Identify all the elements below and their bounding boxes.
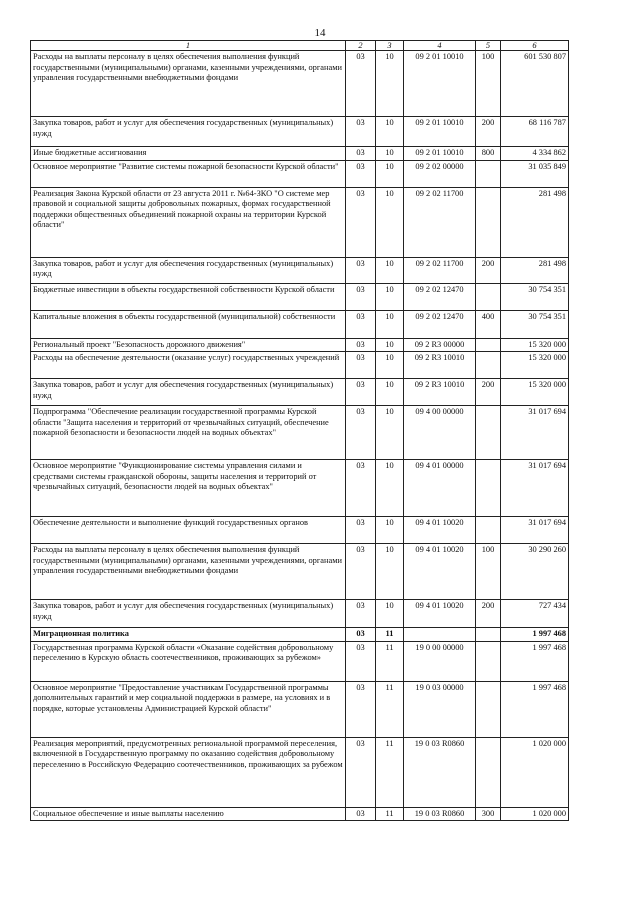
row-subsection: 11 — [376, 628, 404, 642]
table-row — [31, 147, 569, 161]
row-target-article: 09 4 01 10020 — [404, 544, 476, 600]
table-row — [31, 517, 569, 544]
row-target-article: 19 0 00 00000 — [404, 641, 476, 681]
row-name: Иные бюджетные ассигнования — [31, 147, 346, 161]
table-row — [31, 406, 569, 460]
table-row — [31, 544, 569, 600]
table-row — [31, 187, 569, 257]
table-row — [31, 737, 569, 807]
table-row — [31, 807, 569, 821]
row-section: 03 — [346, 807, 376, 821]
header-row — [31, 41, 569, 51]
row-name: Расходы на выплаты персоналу в целях обеспечения выполнения функций государственными (муниципальными) органами, казенными учреждениями, органами управления государственными внебюджетными фондами — [31, 544, 346, 600]
row-expense-type: 200 — [476, 257, 501, 283]
row-subsection: 10 — [376, 51, 404, 117]
row-amount: 1 997 468 — [501, 641, 569, 681]
header-col-6: 6 — [501, 41, 569, 51]
row-name: Основное мероприятие "Развитие системы пожарной безопасности Курской области" — [31, 160, 346, 187]
row-name: Расходы на выплаты персоналу в целях обеспечения выполнения функций государственными (муниципальными) органами, казенными учреждениями, органами управления государственными внебюджетными фондами — [31, 51, 346, 117]
row-subsection: 10 — [376, 517, 404, 544]
row-section: 03 — [346, 517, 376, 544]
row-name: Подпрограмма "Обеспечение реализации государственной программы Курской области "Защита населения и территорий от чрезвычайных ситуаций, обеспечение пожарной безопасности и безопасности людей на водных объектах" — [31, 406, 346, 460]
row-subsection: 11 — [376, 641, 404, 681]
table-row — [31, 641, 569, 681]
table-row — [31, 379, 569, 406]
row-target-article: 09 4 01 10020 — [404, 600, 476, 628]
table-row — [31, 628, 569, 642]
row-name: Реализация Закона Курской области от 23 августа 2011 г. №64-ЗКО "О системе мер правовой и социальной защиты добровольных пожарных, формах государственной поддержки общественных объединений пожарной охраны на территории Курской области" — [31, 187, 346, 257]
row-subsection: 10 — [376, 187, 404, 257]
row-amount: 15 320 000 — [501, 352, 569, 379]
row-target-article: 09 2 02 12470 — [404, 283, 476, 310]
row-target-article: 09 4 00 00000 — [404, 406, 476, 460]
row-target-article: 09 2 01 10010 — [404, 147, 476, 161]
table-row — [31, 681, 569, 737]
table-row — [31, 600, 569, 628]
row-name: Основное мероприятие "Предоставление участникам Государственной программы дополнительных гарантий и мер социальной поддержки в размере, на условиях и в порядке, которые установлены Администрацией Курской области" — [31, 681, 346, 737]
row-name: Закупка товаров, работ и услуг для обеспечения государственных (муниципальных) нужд — [31, 600, 346, 628]
table-row — [31, 460, 569, 517]
row-subsection: 10 — [376, 117, 404, 147]
row-name: Региональный проект "Безопасность дорожного движения" — [31, 338, 346, 352]
row-expense-type: 200 — [476, 117, 501, 147]
row-amount: 1 020 000 — [501, 737, 569, 807]
row-target-article: 09 2 R3 10010 — [404, 352, 476, 379]
header-col-3: 3 — [376, 41, 404, 51]
row-name: Бюджетные инвестиции в объекты государственной собственности Курской области — [31, 283, 346, 310]
row-section: 03 — [346, 681, 376, 737]
row-expense-type — [476, 737, 501, 807]
row-subsection: 10 — [376, 283, 404, 310]
row-section: 03 — [346, 737, 376, 807]
row-subsection: 10 — [376, 406, 404, 460]
row-amount: 31 035 849 — [501, 160, 569, 187]
header-col-2: 2 — [346, 41, 376, 51]
row-section: 03 — [346, 544, 376, 600]
row-target-article: 09 2 02 11700 — [404, 187, 476, 257]
row-amount: 15 320 000 — [501, 338, 569, 352]
row-expense-type — [476, 160, 501, 187]
row-section: 03 — [346, 406, 376, 460]
row-subsection: 10 — [376, 310, 404, 338]
row-expense-type — [476, 283, 501, 310]
row-amount: 31 017 694 — [501, 406, 569, 460]
row-amount: 1 997 468 — [501, 628, 569, 642]
row-section: 03 — [346, 628, 376, 642]
row-expense-type — [476, 641, 501, 681]
row-subsection: 10 — [376, 600, 404, 628]
row-amount: 31 017 694 — [501, 517, 569, 544]
row-name: Закупка товаров, работ и услуг для обеспечения государственных (муниципальных) нужд — [31, 257, 346, 283]
row-section: 03 — [346, 352, 376, 379]
row-target-article: 09 2 R3 00000 — [404, 338, 476, 352]
row-subsection: 10 — [376, 460, 404, 517]
table-row — [31, 257, 569, 283]
row-expense-type: 800 — [476, 147, 501, 161]
row-section: 03 — [346, 187, 376, 257]
row-amount: 727 434 — [501, 600, 569, 628]
row-target-article: 09 2 01 10010 — [404, 51, 476, 117]
table-row — [31, 160, 569, 187]
row-section: 03 — [346, 147, 376, 161]
row-subsection: 10 — [376, 147, 404, 161]
row-target-article — [404, 628, 476, 642]
row-section: 03 — [346, 641, 376, 681]
row-subsection: 10 — [376, 379, 404, 406]
header-col-5: 5 — [476, 41, 501, 51]
row-amount: 281 498 — [501, 187, 569, 257]
table-row — [31, 117, 569, 147]
header-col-4: 4 — [404, 41, 476, 51]
row-amount: 15 320 000 — [501, 379, 569, 406]
row-amount: 30 754 351 — [501, 283, 569, 310]
row-expense-type: 100 — [476, 51, 501, 117]
row-name: Реализация мероприятий, предусмотренных региональной программой переселения, включенной в Государственную программу по оказанию содействия добровольному переселению в Российскую Федерацию соотечественников, проживающих за рубежом — [31, 737, 346, 807]
row-target-article: 09 4 01 00000 — [404, 460, 476, 517]
row-amount: 281 498 — [501, 257, 569, 283]
row-amount: 601 530 807 — [501, 51, 569, 117]
row-subsection: 11 — [376, 807, 404, 821]
row-expense-type: 100 — [476, 544, 501, 600]
row-expense-type: 300 — [476, 807, 501, 821]
row-name: Расходы на обеспечение деятельности (оказание услуг) государственных учреждений — [31, 352, 346, 379]
row-expense-type — [476, 187, 501, 257]
row-expense-type — [476, 406, 501, 460]
row-amount: 30 754 351 — [501, 310, 569, 338]
row-name: Капитальные вложения в объекты государственной (муниципальной) собственности — [31, 310, 346, 338]
row-amount: 4 334 862 — [501, 147, 569, 161]
row-section: 03 — [346, 338, 376, 352]
row-target-article: 09 2 02 12470 — [404, 310, 476, 338]
row-subsection: 10 — [376, 352, 404, 379]
table-row — [31, 338, 569, 352]
row-target-article: 19 0 03 R0860 — [404, 807, 476, 821]
row-section: 03 — [346, 379, 376, 406]
row-name: Закупка товаров, работ и услуг для обеспечения государственных (муниципальных) нужд — [31, 117, 346, 147]
row-expense-type — [476, 517, 501, 544]
row-name: Миграционная политика — [31, 628, 346, 642]
row-amount: 68 116 787 — [501, 117, 569, 147]
row-subsection: 10 — [376, 160, 404, 187]
row-name: Социальное обеспечение и иные выплаты населению — [31, 807, 346, 821]
row-subsection: 10 — [376, 257, 404, 283]
row-section: 03 — [346, 283, 376, 310]
row-expense-type — [476, 681, 501, 737]
row-amount: 31 017 694 — [501, 460, 569, 517]
table-row — [31, 51, 569, 117]
row-section: 03 — [346, 600, 376, 628]
row-amount: 1 997 468 — [501, 681, 569, 737]
row-expense-type: 200 — [476, 600, 501, 628]
row-section: 03 — [346, 51, 376, 117]
row-section: 03 — [346, 160, 376, 187]
row-name: Основное мероприятие "Функционирование системы управления силами и средствами системы гражданской обороны, защиты населения и территорий от чрезвычайных ситуаций, безопасности людей на водных объектах" — [31, 460, 346, 517]
row-subsection: 10 — [376, 544, 404, 600]
row-expense-type — [476, 352, 501, 379]
row-target-article: 09 2 02 11700 — [404, 257, 476, 283]
row-section: 03 — [346, 460, 376, 517]
row-target-article: 09 2 01 10010 — [404, 117, 476, 147]
table-row — [31, 283, 569, 310]
row-target-article: 09 2 02 00000 — [404, 160, 476, 187]
row-amount: 30 290 260 — [501, 544, 569, 600]
row-expense-type — [476, 628, 501, 642]
table-row — [31, 352, 569, 379]
table-row — [31, 310, 569, 338]
row-target-article: 19 0 03 R0860 — [404, 737, 476, 807]
row-name: Государственная программа Курской области «Оказание содействия добровольному переселению в Курскую область соотечественников, проживающих за рубежом» — [31, 641, 346, 681]
row-subsection: 10 — [376, 338, 404, 352]
page-number: 14 — [314, 27, 326, 39]
row-target-article: 09 2 R3 10010 — [404, 379, 476, 406]
row-amount: 1 020 000 — [501, 807, 569, 821]
row-expense-type — [476, 338, 501, 352]
row-expense-type — [476, 460, 501, 517]
row-subsection: 11 — [376, 737, 404, 807]
row-target-article: 19 0 03 00000 — [404, 681, 476, 737]
row-section: 03 — [346, 257, 376, 283]
row-section: 03 — [346, 310, 376, 338]
budget-table — [30, 40, 569, 821]
row-section: 03 — [346, 117, 376, 147]
row-expense-type: 400 — [476, 310, 501, 338]
row-name: Закупка товаров, работ и услуг для обеспечения государственных (муниципальных) нужд — [31, 379, 346, 406]
row-expense-type: 200 — [476, 379, 501, 406]
row-name: Обеспечение деятельности и выполнение функций государственных органов — [31, 517, 346, 544]
row-target-article: 09 4 01 10020 — [404, 517, 476, 544]
header-col-1: 1 — [31, 41, 346, 51]
row-subsection: 11 — [376, 681, 404, 737]
